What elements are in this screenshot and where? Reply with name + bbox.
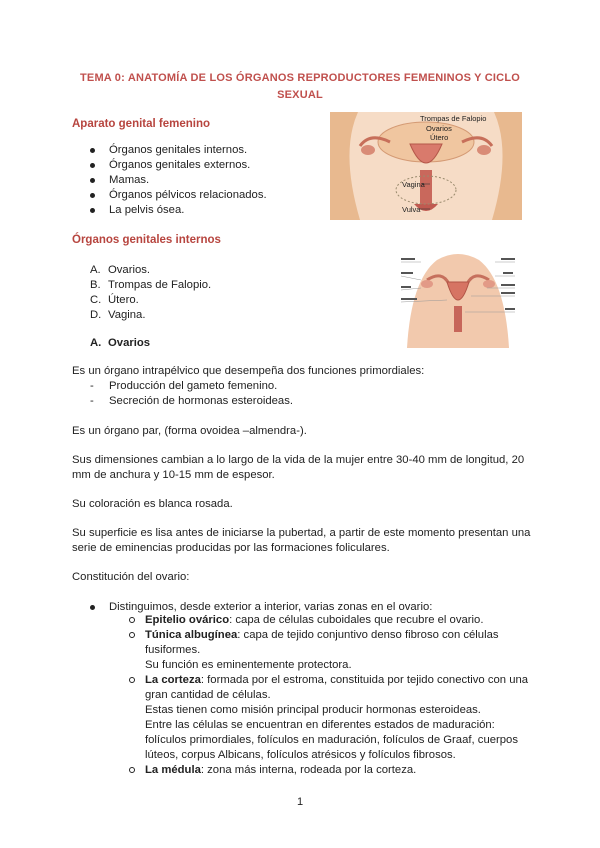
zones-list [129,613,528,778]
paragraph: Constitución del ovario: [72,571,190,583]
paragraph: Es un órgano par, (forma ovoidea –almendra-). [72,425,307,437]
page-number: 1 [296,796,304,808]
section1-list [90,143,267,218]
figure-label: Vagina [402,180,425,189]
subsection-heading-ovarios: A. Ovarios [90,337,151,349]
list-item-continuation: Estas tienen como misión principal producir hormonas esteroideas. [145,704,481,716]
list-item: Órganos pélvicos relacionados. [90,188,267,203]
list-item: B. Trompas de Falopio. [90,279,212,291]
figure-label: Útero [430,133,449,142]
list-item-continuation: folículos primordiales, folículos en maduración, folículos de Graaf, cuerpos [145,734,518,746]
paragraph: Es un órgano intrapélvico que desempeña dos funciones primordiales: [72,365,425,377]
figure-label: Trompas de Falopio [420,114,487,123]
list-item-continuation: Entre las células se encuentran en diferentes estados de maduración: [145,719,495,731]
list-item: Órganos genitales externos. [90,158,267,173]
list-item: La pelvis ósea. [90,203,267,218]
list-item-continuation: gran cantidad de células. [145,689,271,701]
list-item: - Producción del gameto femenino. [90,380,278,392]
section2-list [90,263,211,323]
list-item: Túnica albugínea: capa de tejido conjuntivo denso fibroso con células [129,628,528,643]
section-heading-aparato: Aparato genital femenino [72,118,211,130]
list-item-continuation: lúteos, corpus Albicans, folículos atrésicos y folículos fibrosos. [145,749,456,761]
list-item: Epitelio ovárico: capa de células cuboidales que recubre el ovario. [129,613,528,628]
list-item-continuation: Su función es eminentemente protectora. [145,659,352,671]
list-item-continuation: fusiformes. [145,644,201,656]
list-item: La médula: zona más interna, rodeada por la corteza. [129,763,528,778]
list-item: La corteza: formada por el estroma, constituida por tejido conectivo con una [129,673,528,688]
reproductive-anatomy-figure [330,112,522,220]
list-item: Mamas. [90,173,267,188]
paragraph: Su superficie es lisa antes de iniciarse la pubertad, a partir de este momento presentan una [72,527,531,539]
document-title: TEMA 0: ANATOMÍA DE LOS ÓRGANOS REPRODUCTORES FEMENINOS Y CICLO SEXUAL [79,72,520,101]
section-heading-organos-internos: Órganos genitales internos [72,234,221,246]
list-item: D. Vagina. [90,309,146,321]
paragraph: Sus dimensiones cambian a lo largo de la vida de la mujer entre 30-40 mm de longitud, 20 [72,454,525,466]
figure-label: Ovarios [426,124,452,133]
uterus-figure [397,240,519,348]
dash-list [90,379,293,409]
list-item: A. Ovarios. [90,264,151,276]
figure-label: Vulva [402,205,421,214]
paragraph: mm de anchura y 10-15 mm de espesor. [72,469,275,481]
list-item: Órganos genitales internos. [90,143,267,158]
paragraph: Su coloración es blanca rosada. [72,498,233,510]
list-item: C. Útero. [90,294,139,306]
paragraph: serie de eminencias producidas por las formaciones foliculares. [72,542,390,554]
list-item: Distinguimos, desde exterior a interior, varias zonas en el ovario: [90,600,432,615]
list-item: - Secreción de hormonas esteroideas. [90,395,293,407]
